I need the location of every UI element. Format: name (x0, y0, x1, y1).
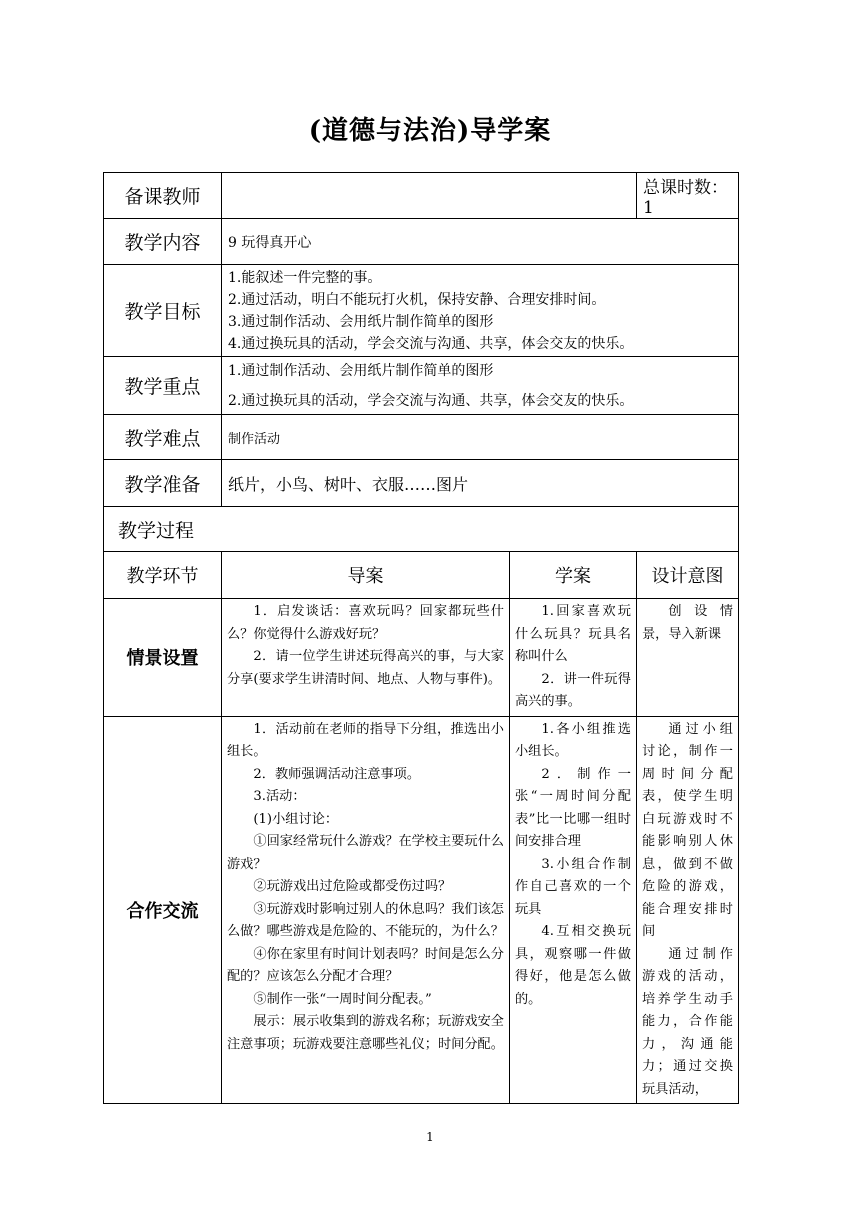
study-paragraph: 1.各小组推选小组长。 (515, 721, 631, 759)
process-label: 教学过程 (104, 507, 739, 552)
content-value: 9 玩得真开心 (222, 219, 739, 265)
goal-item: 1.能叙述一件完整的事。 (228, 269, 382, 286)
process-header-row (104, 552, 739, 599)
header-intent: 设计意图 (637, 552, 739, 599)
stage-intent (637, 599, 739, 717)
total-hours: 总课时数：1 (637, 173, 739, 219)
goals-list (222, 265, 739, 357)
row-process (104, 507, 739, 552)
difficulty-value: 制作活动 (222, 415, 739, 460)
goal-item: 3.通过制作活动、会用纸片制作简单的图形 (228, 313, 494, 330)
row-goals (104, 265, 739, 357)
goal-item: 4.通过换玩具的活动，学会交流与沟通、共享，体会交友的快乐。 (228, 335, 634, 352)
key-label: 教学重点 (104, 357, 222, 415)
stage-study (510, 599, 637, 717)
guide-paragraph: 展示：展示收集到的游戏名称；玩游戏安全注意事项；玩游戏要注意哪些礼仪；时间分配。 (227, 1014, 504, 1052)
intent-paragraph: 通过小组讨论，制作一周时间分配表，使学生明白玩游戏时不能影响别人休息，做到不做危险的游戏，能合理安排时间 (642, 721, 733, 939)
guide-paragraph: 2．请一位学生讲述玩得高兴的事，与大家分享(要求学生讲清时间、地点、人物与事件)。 (227, 649, 504, 687)
difficulty-label: 教学难点 (104, 415, 222, 460)
guide-paragraph: ②玩游戏出过危险或都受伤过吗？ (253, 879, 452, 894)
goals-label: 教学目标 (104, 265, 222, 357)
guide-paragraph: ④你在家里有时间计划表吗？时间是怎么分配的？应该怎么分配才合理？ (227, 946, 504, 984)
content-label: 教学内容 (104, 219, 222, 265)
header-guide: 导案 (222, 552, 510, 599)
key-point-item: 2.通过换玩具的活动，学会交流与沟通、共享，体会交友的快乐。 (228, 392, 634, 409)
document-title: (道德与法治)导学案 (308, 116, 552, 146)
study-paragraph: 2．制作一张“一周时间分配表”比一比哪一组时间安排合理 (515, 766, 631, 849)
guide-paragraph: ③玩游戏时影响过别人的休息吗？我们该怎么做？哪些游戏是危险的、不能玩的，为什么？ (227, 901, 504, 939)
row-content (104, 219, 739, 265)
key-point-item: 1.通过制作活动、会用纸片制作简单的图形 (228, 362, 494, 379)
guide-paragraph: ⑤制作一张“一周时间分配表。” (253, 991, 432, 1007)
goal-item: 2.通过活动，明白不能玩打火机，保持安静、合理安排时间。 (228, 291, 606, 308)
guide-paragraph: 2．教师强调活动注意事项。 (253, 766, 421, 782)
page-number: 1 (426, 1130, 434, 1144)
header-study: 学案 (510, 552, 637, 599)
stage-guide (222, 599, 510, 717)
guide-paragraph: 3.活动： (253, 789, 306, 804)
guide-paragraph: (1)小组讨论： (253, 811, 339, 827)
intent-paragraph: 通过制作游戏的活动，培养学生动手能力，合作能力，沟通能力；通过交换玩具活动， (642, 946, 733, 1097)
intent-paragraph: 创设情景，导入新课 (642, 604, 733, 642)
stage-name: 情景设置 (104, 599, 222, 717)
stage-intent (637, 716, 739, 1104)
key-points-list (222, 357, 739, 415)
row-key-points (104, 357, 739, 415)
teacher-value (222, 173, 637, 219)
study-paragraph: 2．讲一件玩得高兴的事。 (515, 671, 631, 709)
prep-label: 教学准备 (104, 460, 222, 507)
stage-guide (222, 716, 510, 1104)
stage-name: 合作交流 (104, 716, 222, 1104)
stage-row-scenario (104, 599, 739, 717)
study-paragraph: 1.回家喜欢玩什么玩具？玩具名称叫什么 (515, 604, 631, 664)
guide-paragraph: ①回家经常玩什么游戏？在学校主要玩什么游戏？ (227, 834, 504, 872)
guide-paragraph: 1．启发谈话：喜欢玩吗？回家都玩些什么？你觉得什么游戏好玩？ (227, 604, 504, 642)
study-paragraph: 4.互相交换玩具，观察哪一件做得好，他是怎么做的。 (515, 924, 631, 1007)
stage-study (510, 716, 637, 1104)
row-difficulty (104, 415, 739, 460)
row-preparation (104, 460, 739, 507)
header-stage: 教学环节 (104, 552, 222, 599)
study-paragraph: 3.小组合作制作自己喜欢的一个玩具 (515, 856, 631, 917)
teacher-label: 备课教师 (104, 173, 222, 219)
prep-value: 纸片，小鸟、树叶、衣服……图片 (222, 460, 739, 507)
lesson-plan-table (103, 172, 739, 1104)
row-teacher (104, 173, 739, 219)
guide-paragraph: 1．活动前在老师的指导下分组，推选出小组长。 (227, 721, 504, 759)
stage-row-cooperation (104, 716, 739, 1104)
